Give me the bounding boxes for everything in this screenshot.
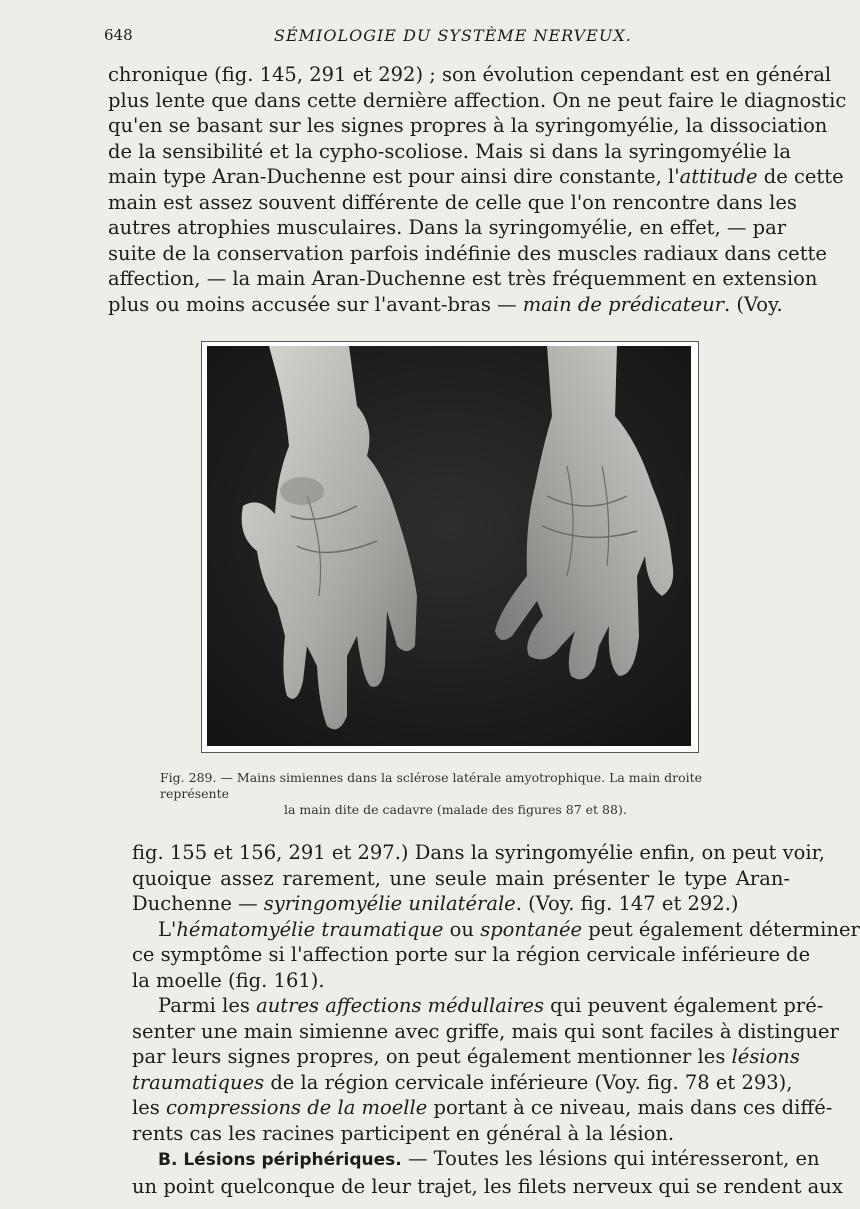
- emphasis: hématomyélie traumatique: [176, 917, 444, 941]
- text-line: main est assez souvent différente de celle que l'on rencontre dans les: [108, 190, 797, 214]
- text-line: traumatiques de la région cervicale inférieure (Voy. fig. 78 et 293),: [132, 1070, 793, 1094]
- section-heading: B. Lésions périphériques.: [158, 1150, 402, 1170]
- text-line: suite de la conservation parfois indéfinie des muscles radiaux dans cette: [108, 241, 827, 265]
- text-line: plus ou moins accusée sur l'avant-bras — main de prédicateur. (Voy.: [108, 292, 783, 316]
- emphasis: main de prédicateur: [522, 292, 724, 316]
- caption-line: Fig. 289. — Mains simiennes dans la sclérose latérale amyotrophique. La main droite représente: [160, 770, 703, 801]
- text-line: main type Aran-Duchenne est pour ainsi dire constante, l'attitude de cette: [108, 165, 844, 188]
- figure-frame: [201, 341, 699, 753]
- emphasis: lésions: [731, 1045, 800, 1068]
- text-line: autres atrophies musculaires. Dans la syringomyélie, en effet, — par: [108, 216, 787, 239]
- page-header: [104, 26, 760, 50]
- text-line: chronique (fig. 145, 291 et 292) ; son évolution cependant est en général: [108, 63, 832, 86]
- page-number: 648: [104, 26, 133, 44]
- hands-photograph: [207, 346, 691, 746]
- emphasis: traumatiques: [132, 1070, 265, 1094]
- text-line: Duchenne — syringomyélie unilatérale. (Voy. fig. 147 et 292.): [132, 892, 739, 915]
- text-line: rents cas les racines participent en général à la lésion.: [132, 1121, 675, 1145]
- text-line: un point quelconque de leur trajet, les filets nerveux qui se rendent aux: [132, 1174, 843, 1198]
- running-title: SÉMIOLOGIE DU SYSTÈME NERVEUX.: [274, 26, 632, 45]
- caption-line: la main dite de cadavre (malade des figures 87 et 88).: [284, 802, 627, 817]
- text-line: quoique assez rarement, une seule main présenter le type Aran-: [132, 866, 790, 890]
- text-line: B. Lésions périphériques. — Toutes les lésions qui intéresseront, en: [158, 1147, 820, 1170]
- text-line: ce symptôme si l'affection porte sur la région cervicale inférieure de: [132, 943, 811, 966]
- text-line: Parmi les autres affections médullaires qui peuvent également pré-: [158, 994, 824, 1017]
- paragraph-top: [108, 62, 847, 317]
- paragraph-bottom: [132, 840, 860, 1199]
- emphasis: spontanée: [480, 917, 583, 941]
- text-line: la moelle (fig. 161).: [132, 968, 325, 992]
- text-line: senter une main simienne avec griffe, mais qui sont faciles à distinguer: [132, 1019, 839, 1043]
- text-line: affection, — la main Aran-Duchenne est très fréquemment en extension: [108, 267, 818, 290]
- text-line: fig. 155 et 156, 291 et 297.) Dans la syringomyélie enfin, on peut voir,: [132, 841, 825, 864]
- emphasis: attitude: [679, 165, 758, 188]
- text-line: de la sensibilité et la cypho-scoliose. Mais si dans la syringomyélie la: [108, 139, 792, 163]
- emphasis: compressions de la moelle: [165, 1096, 428, 1119]
- emphasis: syringomyélie unilatérale: [263, 892, 516, 915]
- emphasis: autres affections médullaires: [256, 994, 544, 1017]
- hands-illustration: [207, 346, 691, 746]
- text-line: par leurs signes propres, on peut également mentionner les lésions: [132, 1045, 800, 1068]
- text-line: L'hématomyélie traumatique ou spontanée peut également déterminer: [158, 917, 860, 941]
- text-line: les compressions de la moelle portant à ce niveau, mais dans ces diffé-: [132, 1096, 833, 1119]
- text-line: qu'en se basant sur les signes propres à la syringomyélie, la dissociation: [108, 114, 828, 137]
- text-line: plus lente que dans cette dernière affection. On ne peut faire le diagnostic: [108, 88, 847, 112]
- figure-caption: [160, 770, 770, 818]
